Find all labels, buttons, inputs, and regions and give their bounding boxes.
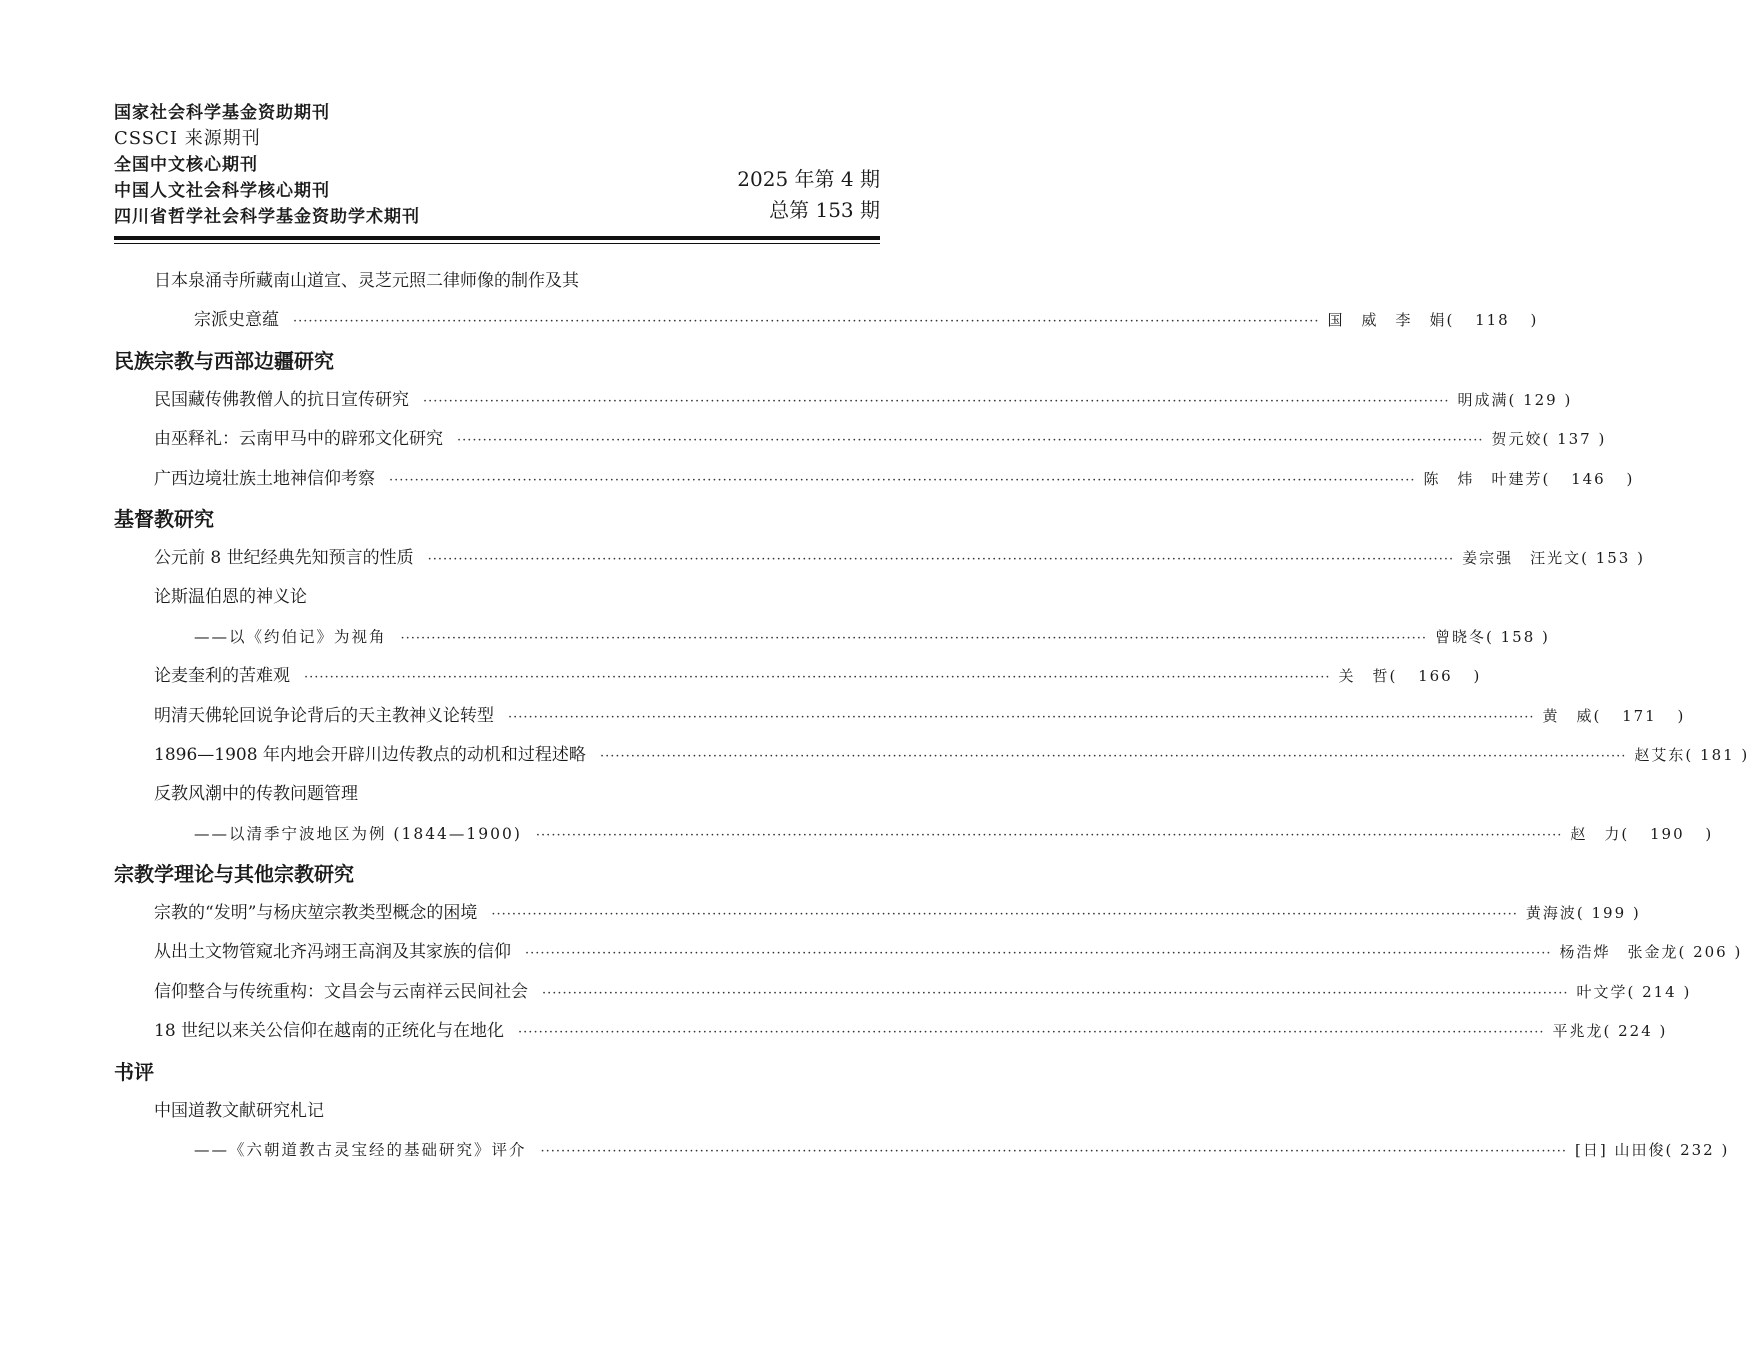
article-title: 广西边境壮族土地神信仰考察: [154, 468, 375, 489]
toc-entry[interactable]: [114, 301, 1539, 340]
article-author: 明成满( 129 ): [1457, 390, 1573, 409]
section-heading: 书评: [114, 1059, 154, 1084]
article-author: 赵艾东( 181 ): [1634, 745, 1749, 764]
toc-entry[interactable]: [114, 1012, 1668, 1051]
header-rule-thin: [114, 243, 880, 244]
toc-entry[interactable]: [114, 381, 1573, 420]
article-author: 赵 力( 190 ): [1570, 824, 1714, 843]
article-title: 明清天佛轮回说争论背后的天主教神义论转型: [154, 705, 494, 726]
toc-entry[interactable]: [114, 697, 1686, 736]
toc-entry[interactable]: [114, 460, 1635, 499]
article-title: 1896—1908 年内地会开辟川边传教点的动机和过程述略: [154, 744, 586, 765]
leader-dots: ········································································································································································································: [508, 709, 1535, 725]
leader-dots: ········································································································································································································: [427, 551, 1455, 567]
toc-entry-title[interactable]: [114, 1092, 880, 1131]
toc-entry[interactable]: [114, 815, 1714, 854]
article-title: 18 世纪以来关公信仰在越南的正统化与在地化: [154, 1021, 505, 1042]
toc-entry[interactable]: [114, 618, 1550, 657]
indexing-item: 全国中文核心期刊: [114, 155, 258, 175]
article-title: 民国藏传佛教僧人的抗日宣传研究: [154, 389, 409, 410]
toc-entry[interactable]: [114, 420, 1607, 459]
article-subtitle: ——以清季宁波地区为例 (1844—1900): [194, 824, 522, 843]
leader-dots: ········································································································································································································: [389, 472, 1416, 488]
total-issue-number: 总第 153 期: [769, 198, 880, 222]
leader-dots: ········································································································································································································: [518, 1025, 1545, 1041]
article-title: 由巫释礼：云南甲马中的辟邪文化研究: [154, 429, 443, 450]
article-author: 黄海波( 199 ): [1525, 904, 1641, 923]
article-author: 关 哲( 166 ): [1338, 667, 1482, 686]
article-author: 姜宗强 汪光文( 153 ): [1462, 548, 1645, 567]
article-title: 中国道教文献研究札记: [154, 1100, 324, 1121]
article-author: [日] 山田俊( 232 ): [1574, 1141, 1730, 1160]
toc-entry[interactable]: [114, 894, 1641, 933]
article-title: 宗教的“发明”与杨庆堃宗教类型概念的困境: [154, 903, 478, 924]
article-title: 信仰整合与传统重构：文昌会与云南祥云民间社会: [154, 981, 528, 1002]
toc-entry[interactable]: [114, 933, 1743, 972]
article-author: 曾晓冬( 158 ): [1434, 627, 1550, 646]
article-title: 日本泉涌寺所藏南山道宣、灵芝元照二律师像的制作及其: [154, 271, 579, 291]
indexing-list: [114, 100, 420, 230]
section-heading: 民族宗教与西部边疆研究: [114, 348, 334, 373]
toc-entry[interactable]: [114, 736, 1749, 775]
article-title: 从出土文物管窥北齐冯翊王高润及其家族的信仰: [154, 942, 511, 963]
issue-info: [737, 164, 880, 226]
article-title: 宗派史意蕴: [194, 310, 279, 331]
indexing-item: 中国人文社会科学核心期刊: [114, 181, 330, 201]
toc-entry[interactable]: [114, 1131, 1730, 1170]
leader-dots: ········································································································································································································: [293, 314, 1320, 330]
leader-dots: ········································································································································································································: [525, 946, 1552, 962]
leader-dots: ········································································································································································································: [599, 748, 1627, 764]
indexing-item: 国家社会科学基金资助期刊: [114, 103, 330, 123]
table-of-contents: [114, 262, 1749, 1170]
leader-dots: ········································································································································································································: [535, 827, 1563, 843]
article-title: 论麦奎利的苦难观: [154, 666, 290, 687]
leader-dots: ········································································································································································································: [540, 1144, 1567, 1160]
masthead: [114, 100, 880, 230]
article-author: 杨浩烨 张金龙( 206 ): [1559, 943, 1743, 962]
leader-dots: ········································································································································································································: [491, 907, 1518, 923]
article-title: 公元前 8 世纪经典先知预言的性质: [154, 547, 414, 568]
article-author: 国 威 李 娟( 118 ): [1327, 311, 1539, 330]
article-subtitle: ——《六朝道教古灵宝经的基础研究》评介: [194, 1141, 527, 1160]
section-heading: 宗教学理论与其他宗教研究: [114, 862, 354, 887]
header-rule: [114, 236, 880, 240]
issue-number: 2025 年第 4 期: [737, 167, 880, 191]
toc-entry[interactable]: [114, 973, 1692, 1012]
toc-entry-title[interactable]: [114, 775, 880, 814]
article-author: 贺元姣( 137 ): [1491, 430, 1607, 449]
indexing-item: 四川省哲学社会科学基金资助学术期刊: [114, 207, 420, 227]
leader-dots: ········································································································································································································: [400, 630, 1427, 646]
article-title: 论斯温伯恩的神义论: [154, 587, 307, 608]
article-author: 黄 威( 171 ): [1542, 706, 1686, 725]
article-title: 反教风潮中的传教问题管理: [154, 784, 358, 805]
article-author: 陈 炜 叶建芳( 146 ): [1423, 469, 1635, 488]
article-author: 平兆龙( 224 ): [1552, 1022, 1668, 1041]
leader-dots: ········································································································································································································: [457, 433, 1484, 449]
article-subtitle: ——以《约伯记》为视角: [194, 627, 387, 646]
section-heading: 基督教研究: [114, 506, 214, 531]
toc-entry[interactable]: [114, 657, 1482, 696]
leader-dots: ········································································································································································································: [542, 985, 1569, 1001]
indexing-item: CSSCI 来源期刊: [114, 128, 261, 149]
leader-dots: ········································································································································································································: [423, 393, 1450, 409]
leader-dots: ········································································································································································································: [304, 670, 1331, 686]
toc-entry[interactable]: [114, 539, 1645, 578]
toc-entry-title[interactable]: [114, 262, 880, 301]
toc-entry-title[interactable]: [114, 578, 880, 617]
article-author: 叶文学( 214 ): [1576, 982, 1692, 1001]
